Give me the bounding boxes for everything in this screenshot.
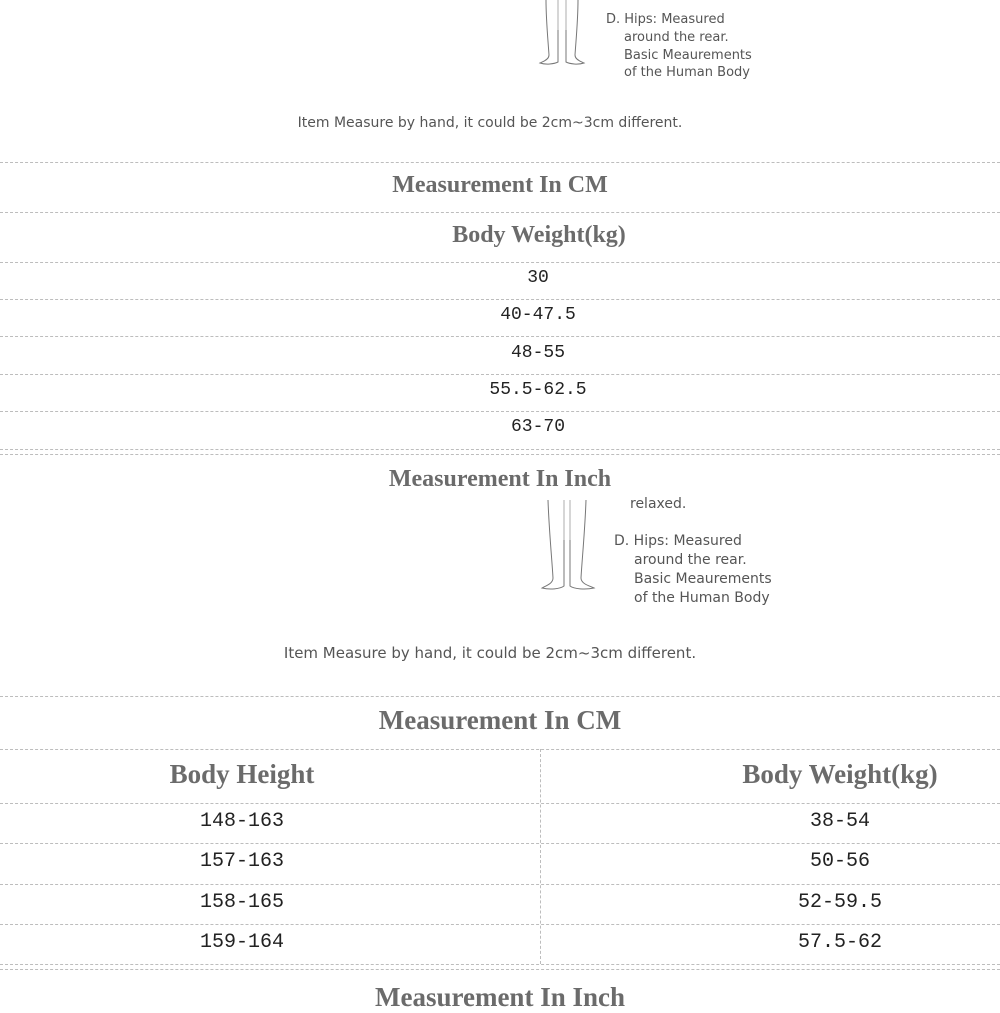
divider (0, 262, 1000, 263)
column-header-body-height: Body Height (169, 759, 315, 789)
table-cell-height: 158-165 (199, 891, 284, 914)
table-cell-weight: 50-56 (809, 850, 870, 873)
figure-note-hips-3: Basic Meaurements (634, 571, 772, 587)
column-header-body-weight: Body Weight(kg) (452, 222, 626, 248)
table-title-cm: Measurement In CM (378, 705, 622, 735)
divider (0, 336, 1000, 337)
figure-note-hips-4: of the Human Body (634, 590, 770, 606)
divider (0, 843, 1000, 844)
table-cell-weight: 40-47.5 (500, 305, 576, 325)
body-legs-figure-top (536, 0, 596, 68)
table-title-inch: Measurement In Inch (374, 982, 625, 1012)
table-cell-height: 159-164 (199, 931, 284, 954)
table-cell-height: 157-163 (199, 850, 284, 873)
divider (0, 969, 1000, 970)
table-cell-weight: 55.5-62.5 (489, 380, 587, 400)
figure-note-hips-2: around the rear. (624, 30, 729, 45)
figure-note-relaxed: relaxed. (630, 496, 687, 512)
divider (0, 884, 1000, 885)
divider (0, 749, 1000, 750)
body-legs-figure-bottom (540, 500, 604, 592)
divider (0, 803, 1000, 804)
figure-note-hips-2: around the rear. (634, 552, 747, 568)
divider (0, 162, 1000, 163)
table-cell-weight: 48-55 (510, 343, 565, 363)
column-divider (540, 749, 541, 964)
divider (0, 212, 1000, 213)
table-cell-weight: 57.5-62 (797, 931, 882, 954)
divider (0, 374, 1000, 375)
measure-disclaimer: Item Measure by hand, it could be 2cm~3cm different. (297, 115, 683, 131)
table-cell-weight: 30 (527, 268, 549, 288)
figure-note-hips-3: Basic Meaurements (624, 48, 752, 63)
table-cell-weight: 52-59.5 (797, 891, 882, 914)
table-cell-weight: 38-54 (809, 810, 870, 833)
measure-disclaimer: Item Measure by hand, it could be 2cm~3cm different. (283, 644, 697, 662)
column-header-body-weight: Body Weight(kg) (742, 759, 938, 789)
figure-note-hips-4: of the Human Body (624, 65, 750, 80)
divider (0, 964, 1000, 965)
divider (0, 299, 1000, 300)
figure-note-hips-1: D. Hips: Measured (606, 12, 725, 27)
divider (0, 696, 1000, 697)
divider (0, 449, 1000, 450)
table-cell-weight: 63-70 (510, 417, 565, 437)
divider (0, 454, 1000, 455)
divider (0, 924, 1000, 925)
divider (0, 411, 1000, 412)
figure-note-hips-1: D. Hips: Measured (614, 533, 742, 549)
table-cell-height: 148-163 (199, 810, 284, 833)
table-title-cm: Measurement In CM (392, 172, 608, 198)
table-title-inch: Measurement In Inch (388, 466, 612, 492)
